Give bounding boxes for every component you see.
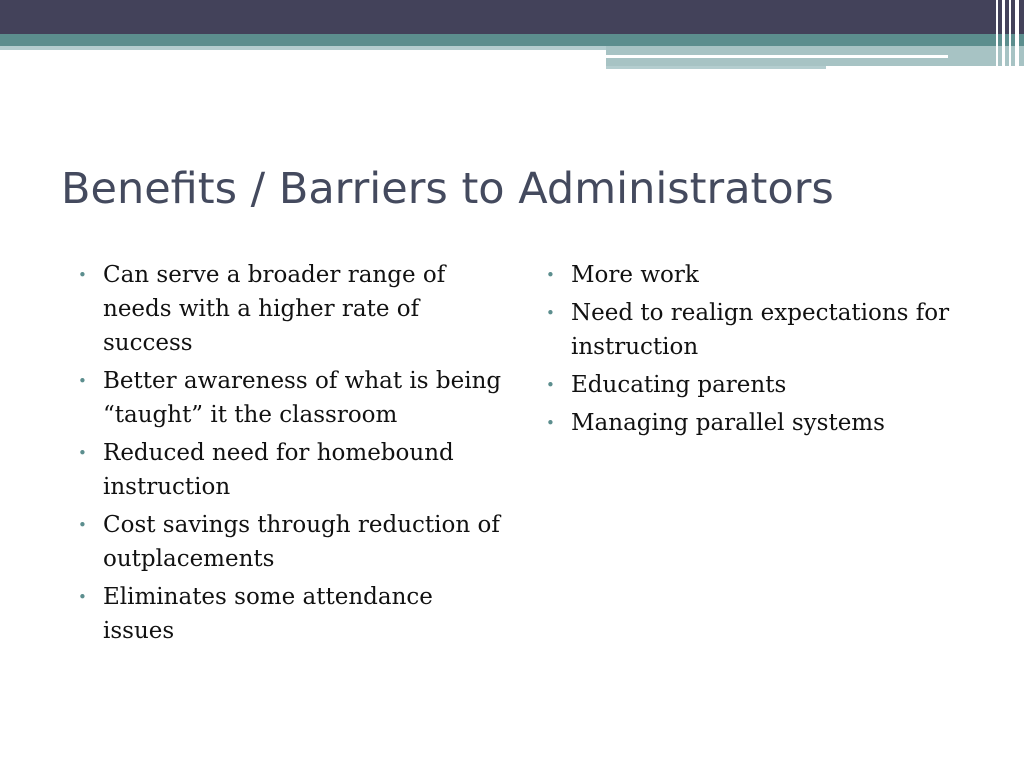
list-item	[78, 364, 508, 432]
bullet-icon: •	[546, 266, 555, 284]
bullet-icon: •	[78, 516, 87, 534]
list-item-text: Managing parallel systems	[571, 410, 885, 436]
header-band-teal	[0, 34, 1024, 46]
list-item-text: Can serve a broader range of needs with a higher rate of success	[103, 262, 446, 356]
list-item	[78, 508, 508, 576]
list-item	[78, 258, 508, 360]
list-item	[78, 436, 508, 504]
header-stripes	[994, 0, 1024, 70]
benefits-list	[78, 258, 508, 652]
list-item-text: Better awareness of what is being “taught” it the classroom	[103, 368, 502, 428]
bullet-icon: •	[78, 444, 87, 462]
bullet-icon: •	[78, 588, 87, 606]
bullet-icon: •	[78, 372, 87, 390]
list-item-text: Eliminates some attendance issues	[103, 584, 433, 644]
list-item	[78, 580, 508, 648]
list-item-text: Cost savings through reduction of outplacements	[103, 512, 500, 572]
list-item-text: Need to realign expectations for instruction	[571, 300, 950, 360]
bullet-icon: •	[546, 376, 555, 394]
header-line-white	[606, 55, 948, 58]
barriers-list	[546, 258, 986, 444]
bullet-icon: •	[546, 414, 555, 432]
header-band-light	[0, 46, 606, 50]
list-item	[546, 258, 986, 292]
list-item	[546, 296, 986, 364]
list-item	[546, 368, 986, 402]
slide-title: Benefits / Barriers to Administrators	[61, 164, 834, 214]
bullet-icon: •	[546, 304, 555, 322]
list-item	[546, 406, 986, 440]
list-item-text: Reduced need for homebound instruction	[103, 440, 454, 500]
header-band-dark	[0, 0, 1024, 34]
list-item-text: More work	[571, 262, 699, 288]
bullet-icon: •	[78, 266, 87, 284]
header-line-bottom	[606, 66, 826, 69]
list-item-text: Educating parents	[571, 372, 787, 398]
